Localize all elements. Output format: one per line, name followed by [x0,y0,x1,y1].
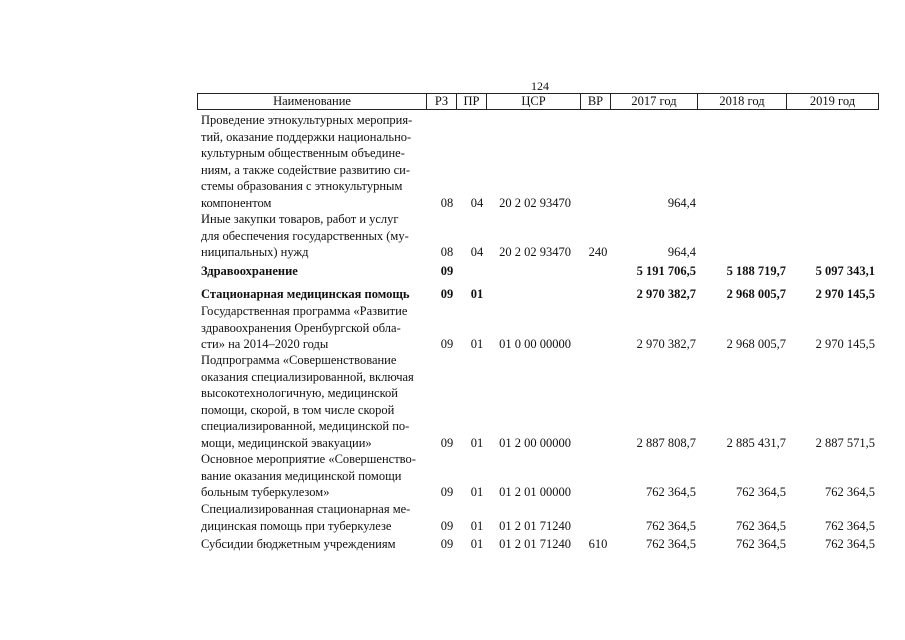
row-2017: 2 970 382,7 [636,337,696,351]
row-rz: 09 [440,485,454,499]
table-header [197,93,879,110]
table-row [0,501,905,534]
row-2019: 2 970 145,5 [815,337,875,351]
row-2017: 964,4 [667,245,696,259]
row-2018: 762 364,5 [736,485,786,499]
row-vr: 240 [588,245,608,259]
table-row [0,112,905,211]
row-pr: 01 [470,337,484,351]
header-pr: ПР [457,94,487,109]
row-name: Специализированная стационарная ме- дицинская помощь при туберкулезе [201,502,411,533]
row-2019: 2 887 571,5 [815,435,875,450]
row-2018: 5 188 719,7 [726,264,786,278]
table-row [0,211,905,261]
row-2019: 762 364,5 [825,518,875,533]
row-csr: 20 2 02 93470 [499,245,571,259]
row-rz: 09 [440,264,454,278]
table-row [0,286,905,303]
row-pr: 01 [470,518,484,533]
table-row [0,352,905,451]
header-2018: 2018 год [698,94,787,109]
row-2017: 2 887 808,7 [636,435,696,450]
row-csr: 01 0 00 00000 [499,337,571,351]
row-2018: 762 364,5 [736,537,786,551]
row-rz: 09 [440,435,454,450]
row-pr: 04 [470,195,484,210]
row-name: Государственная программа «Развитие здравоохранения Оренбургской обла- сти» на 2014–2020 годы [201,304,408,351]
row-pr: 01 [470,485,484,499]
row-rz: 09 [440,537,454,551]
row-csr: 01 2 00 00000 [499,435,571,450]
row-2018: 2 968 005,7 [726,337,786,351]
row-2019: 5 097 343,1 [815,264,875,278]
row-pr: 01 [470,537,484,551]
table-row [0,451,905,501]
row-name: Проведение этнокультурных мероприя- тий, оказание поддержки национально- культурным общественным объедине- ниям, а также содействие развитию си- стемы образования с этнокультурным компонентом [201,113,413,210]
row-name: Здравоохранение [201,264,298,278]
row-rz: 09 [440,287,454,301]
header-2019: 2019 год [809,94,856,108]
row-2019: 2 970 145,5 [815,287,875,301]
row-2017: 964,4 [667,195,696,210]
row-rz: 08 [440,195,454,210]
row-2017: 762 364,5 [646,485,696,499]
row-2017: 762 364,5 [646,537,696,551]
row-name: Основное мероприятие «Совершенство- вание оказания медицинской помощи больным туберкулезом» [201,452,416,499]
row-csr: 20 2 02 93470 [499,195,571,210]
row-pr: 01 [470,435,484,450]
table-row [0,263,905,280]
row-rz: 09 [440,518,454,533]
row-rz: 09 [440,337,454,351]
row-pr: 04 [470,245,484,259]
row-csr: 01 2 01 00000 [499,485,571,499]
table-row [0,536,905,553]
row-2017: 2 970 382,7 [636,287,696,301]
row-2018: 762 364,5 [736,518,786,533]
row-2019: 762 364,5 [825,537,875,551]
row-csr: 01 2 01 71240 [499,518,571,533]
table-row [0,303,905,353]
row-name: Иные закупки товаров, работ и услуг для обеспечения государственных (му- ниципальных) нужд [201,212,409,259]
row-name: Стационарная медицинская помощь [201,287,410,301]
row-pr: 01 [470,287,484,301]
header-vr: ВР [581,94,611,109]
header-rz: РЗ [427,94,457,109]
row-2018: 2 885 431,7 [726,435,786,450]
row-csr: 01 2 01 71240 [499,537,571,551]
row-2018: 2 968 005,7 [726,287,786,301]
row-name: Субсидии бюджетным учреждениям [201,537,396,551]
row-vr: 610 [588,537,608,551]
row-name: Подпрограмма «Совершенствование оказания специализированной, включая высокотехнологичную, медицинской помощи, скорой, в том числе скорой специализированной, медицинской по- мощи, медицинской эвакуации» [201,353,414,450]
header-csr: ЦСР [487,94,581,109]
row-2019: 762 364,5 [825,485,875,499]
page-number: 124 [531,79,549,93]
header-name: Наименование [198,94,427,109]
row-2017: 5 191 706,5 [636,264,696,278]
row-2017: 762 364,5 [646,518,696,533]
header-2017: 2017 год [611,94,698,109]
row-rz: 08 [440,245,454,259]
